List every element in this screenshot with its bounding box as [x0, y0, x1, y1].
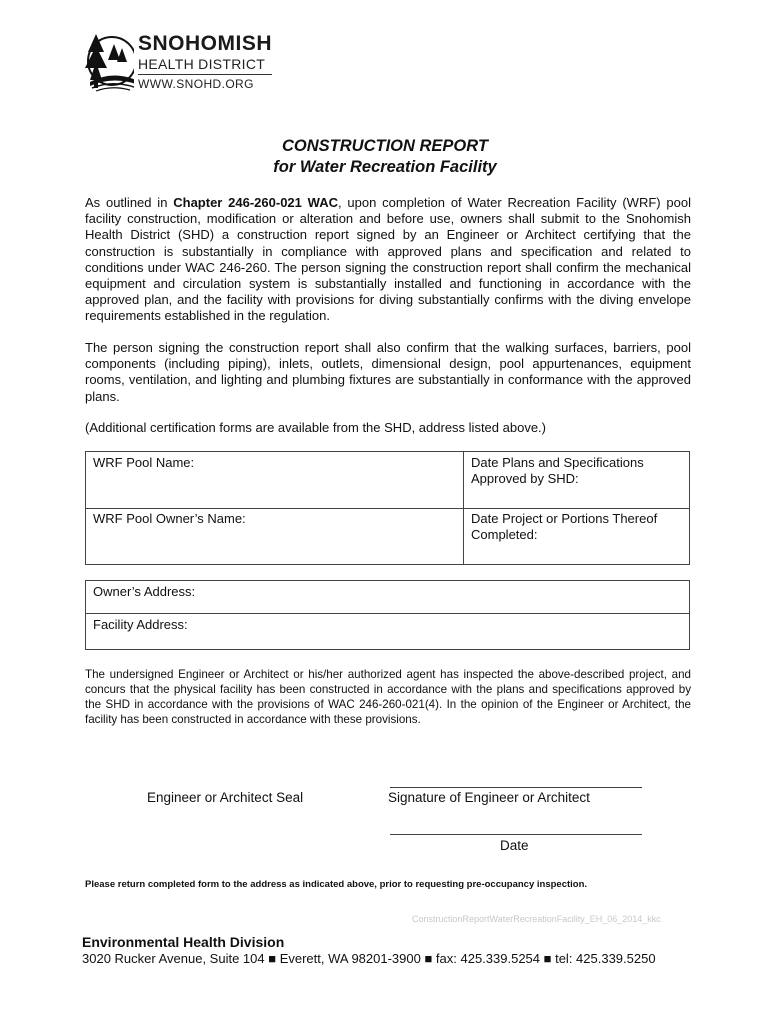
tree-landscape-logo-icon: [82, 30, 134, 92]
plans-approved-date-field[interactable]: [471, 455, 644, 487]
owner-address-field[interactable]: Owner’s Address:: [93, 584, 196, 599]
pool-name-field[interactable]: WRF Pool Name:: [93, 455, 195, 470]
project-completed-date-field[interactable]: [471, 511, 657, 543]
plans-approved-label-line2: Approved by SHD:: [471, 471, 579, 486]
document-title: CONSTRUCTION REPORT: [282, 137, 488, 155]
project-completed-label-line2: Completed:: [471, 527, 538, 542]
wac-chapter-reference: Chapter 246-260-021 WAC: [173, 195, 339, 210]
logo-divider: [138, 74, 272, 75]
footer-address: 3020 Rucker Avenue, Suite 104 ■ Everett, WA 98201-3900 ■ fax: 425.339.5254 ■ tel: 425.339.5250: [82, 951, 656, 966]
facility-address-field[interactable]: Facility Address:: [93, 617, 188, 632]
return-notice: Please return completed form to the address as indicated above, prior to requesting pre-occupancy inspection.: [85, 879, 588, 890]
requirements-paragraph: The person signing the construction report shall also confirm that the walking surfaces, barriers, pool components (including piping), inlets, outlets, dimensional design, pool appurtenances, equipment rooms, ventilation, and lighting and plumbing fixtures are substantially in conformance with the approved plans.: [85, 340, 691, 404]
logo-name: SNOHOMISH: [138, 32, 273, 55]
intro-rest: , upon completion of Water Recreation Facility (WRF) pool facility construction, modification or alteration and before use, owners shall submit to the Snohomish Health District (SHD) a construction report signed by an Engineer or Architect certifying that the construction is substantially in compliance with approved plans and specification and related to conditions under WAC 246-260. The person signing the construction report shall confirm the mechanical equipment and circulation system is substantially installed and functioning in accordance with the approved plan, and the facility with provisions for diving substantially confirms with the diving envelope requirements established in the regulation.: [85, 195, 691, 324]
table-row-divider: [86, 508, 689, 509]
plans-approved-label-line1: Date Plans and Specifications: [471, 455, 644, 470]
logo-subtitle: HEALTH DISTRICT: [138, 56, 266, 72]
additional-forms-note: (Additional certification forms are available from the SHD, address listed above.): [85, 420, 546, 435]
document-subtitle: for Water Recreation Facility: [273, 158, 497, 176]
pool-owner-name-field[interactable]: WRF Pool Owner’s Name:: [93, 511, 246, 526]
file-identifier: ConstructionReportWaterRecreationFacility_EH_06_2014_kkc: [412, 914, 661, 924]
date-line[interactable]: [390, 834, 642, 835]
table-row-divider: [86, 613, 689, 614]
logo-url: WWW.SNOHD.ORG: [138, 77, 254, 91]
pool-info-table: [85, 451, 690, 565]
address-table: [85, 580, 690, 650]
certification-statement: The undersigned Engineer or Architect or his/her authorized agent has inspected the above-described project, and concurs that the physical facility has been constructed in accordance with the plans and specifications approved by the SHD in accordance with the provisions of WAC 246-260-021(4). In the opinion of the Engineer or Architect, the facility has been constructed in accordance with these provisions.: [85, 668, 691, 726]
intro-lead: As outlined in: [85, 195, 174, 210]
snohomish-health-district-logo: [82, 24, 272, 94]
intro-paragraph: [85, 195, 691, 325]
signature-line[interactable]: [390, 787, 642, 788]
date-label: Date: [500, 838, 529, 853]
project-completed-label-line1: Date Project or Portions Thereof: [471, 511, 658, 526]
signature-label: Signature of Engineer or Architect: [388, 790, 590, 805]
footer-division: Environmental Health Division: [82, 934, 285, 950]
engineer-seal-label: Engineer or Architect Seal: [147, 790, 304, 805]
